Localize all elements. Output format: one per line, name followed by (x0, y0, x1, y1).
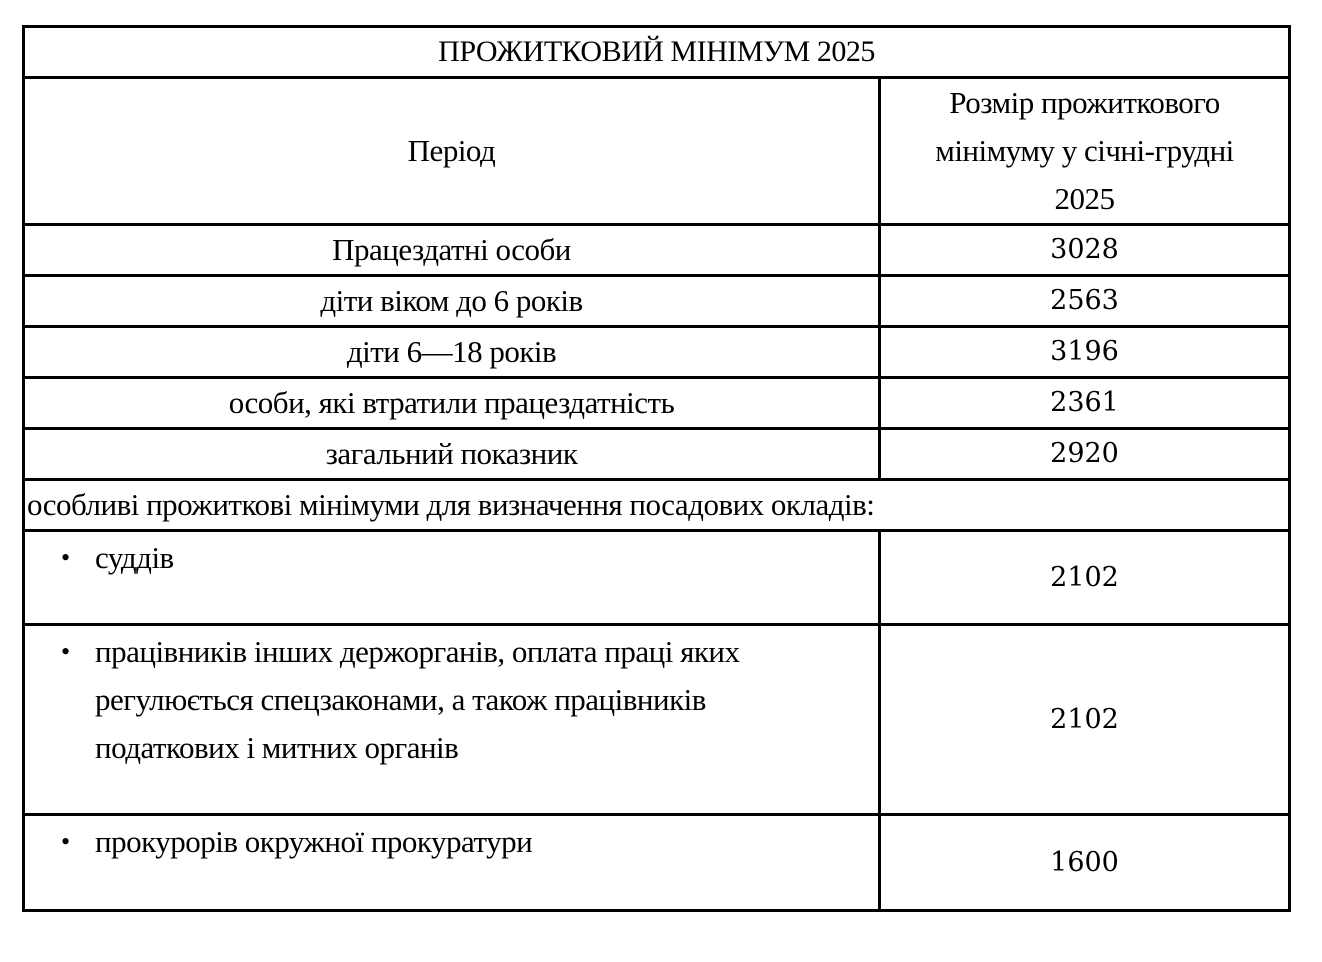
row-value: 3028 (880, 225, 1290, 276)
special-row (24, 625, 1290, 815)
header-amount-line: 2025 (1054, 181, 1115, 216)
row-value: 2920 (880, 429, 1290, 480)
bullet-icon: • (61, 543, 70, 572)
special-row-label (24, 531, 880, 625)
special-row (24, 531, 1290, 625)
table-row (24, 327, 1290, 378)
subsistence-minimum-table (22, 25, 1291, 912)
table-row (24, 429, 1290, 480)
bullet-icon: • (61, 827, 70, 856)
section-label: особливі прожиткові мінімуми для визначення посадових окладів: (24, 480, 1290, 531)
header-period: Період (24, 78, 880, 225)
row-label: загальний показник (24, 429, 880, 480)
row-label: Працездатні особи (24, 225, 880, 276)
bullet-icon: • (61, 637, 70, 666)
header-amount-line: Розмір прожиткового (949, 85, 1220, 120)
title-row (24, 27, 1290, 78)
row-value: 2361 (880, 378, 1290, 429)
special-row-text: регулюється спецзаконами, а також працівників (95, 682, 706, 717)
table-row (24, 225, 1290, 276)
special-row-text: прокурорів окружної прокуратури (95, 824, 533, 859)
special-row-value: 1600 (880, 815, 1290, 911)
table-row (24, 276, 1290, 327)
table-title: ПРОЖИТКОВИЙ МІНІМУМ 2025 (24, 27, 1290, 78)
row-label: діти віком до 6 років (24, 276, 880, 327)
special-row-text: працівників інших держорганів, оплата праці яких (95, 634, 740, 669)
table-row (24, 378, 1290, 429)
special-row-label (24, 815, 880, 911)
row-value: 2563 (880, 276, 1290, 327)
row-value: 3196 (880, 327, 1290, 378)
row-label: діти 6—18 років (24, 327, 880, 378)
special-row (24, 815, 1290, 911)
special-row-text: податкових і митних органів (95, 730, 459, 765)
section-row (24, 480, 1290, 531)
header-amount-line: мінімуму у січні-грудні (935, 133, 1234, 168)
special-row-label (24, 625, 880, 815)
row-label: особи, які втратили працездатність (24, 378, 880, 429)
special-row-text: суддів (95, 540, 174, 575)
header-row (24, 78, 1290, 225)
special-row-value: 2102 (880, 531, 1290, 625)
header-amount (880, 78, 1290, 225)
special-row-value: 2102 (880, 625, 1290, 815)
